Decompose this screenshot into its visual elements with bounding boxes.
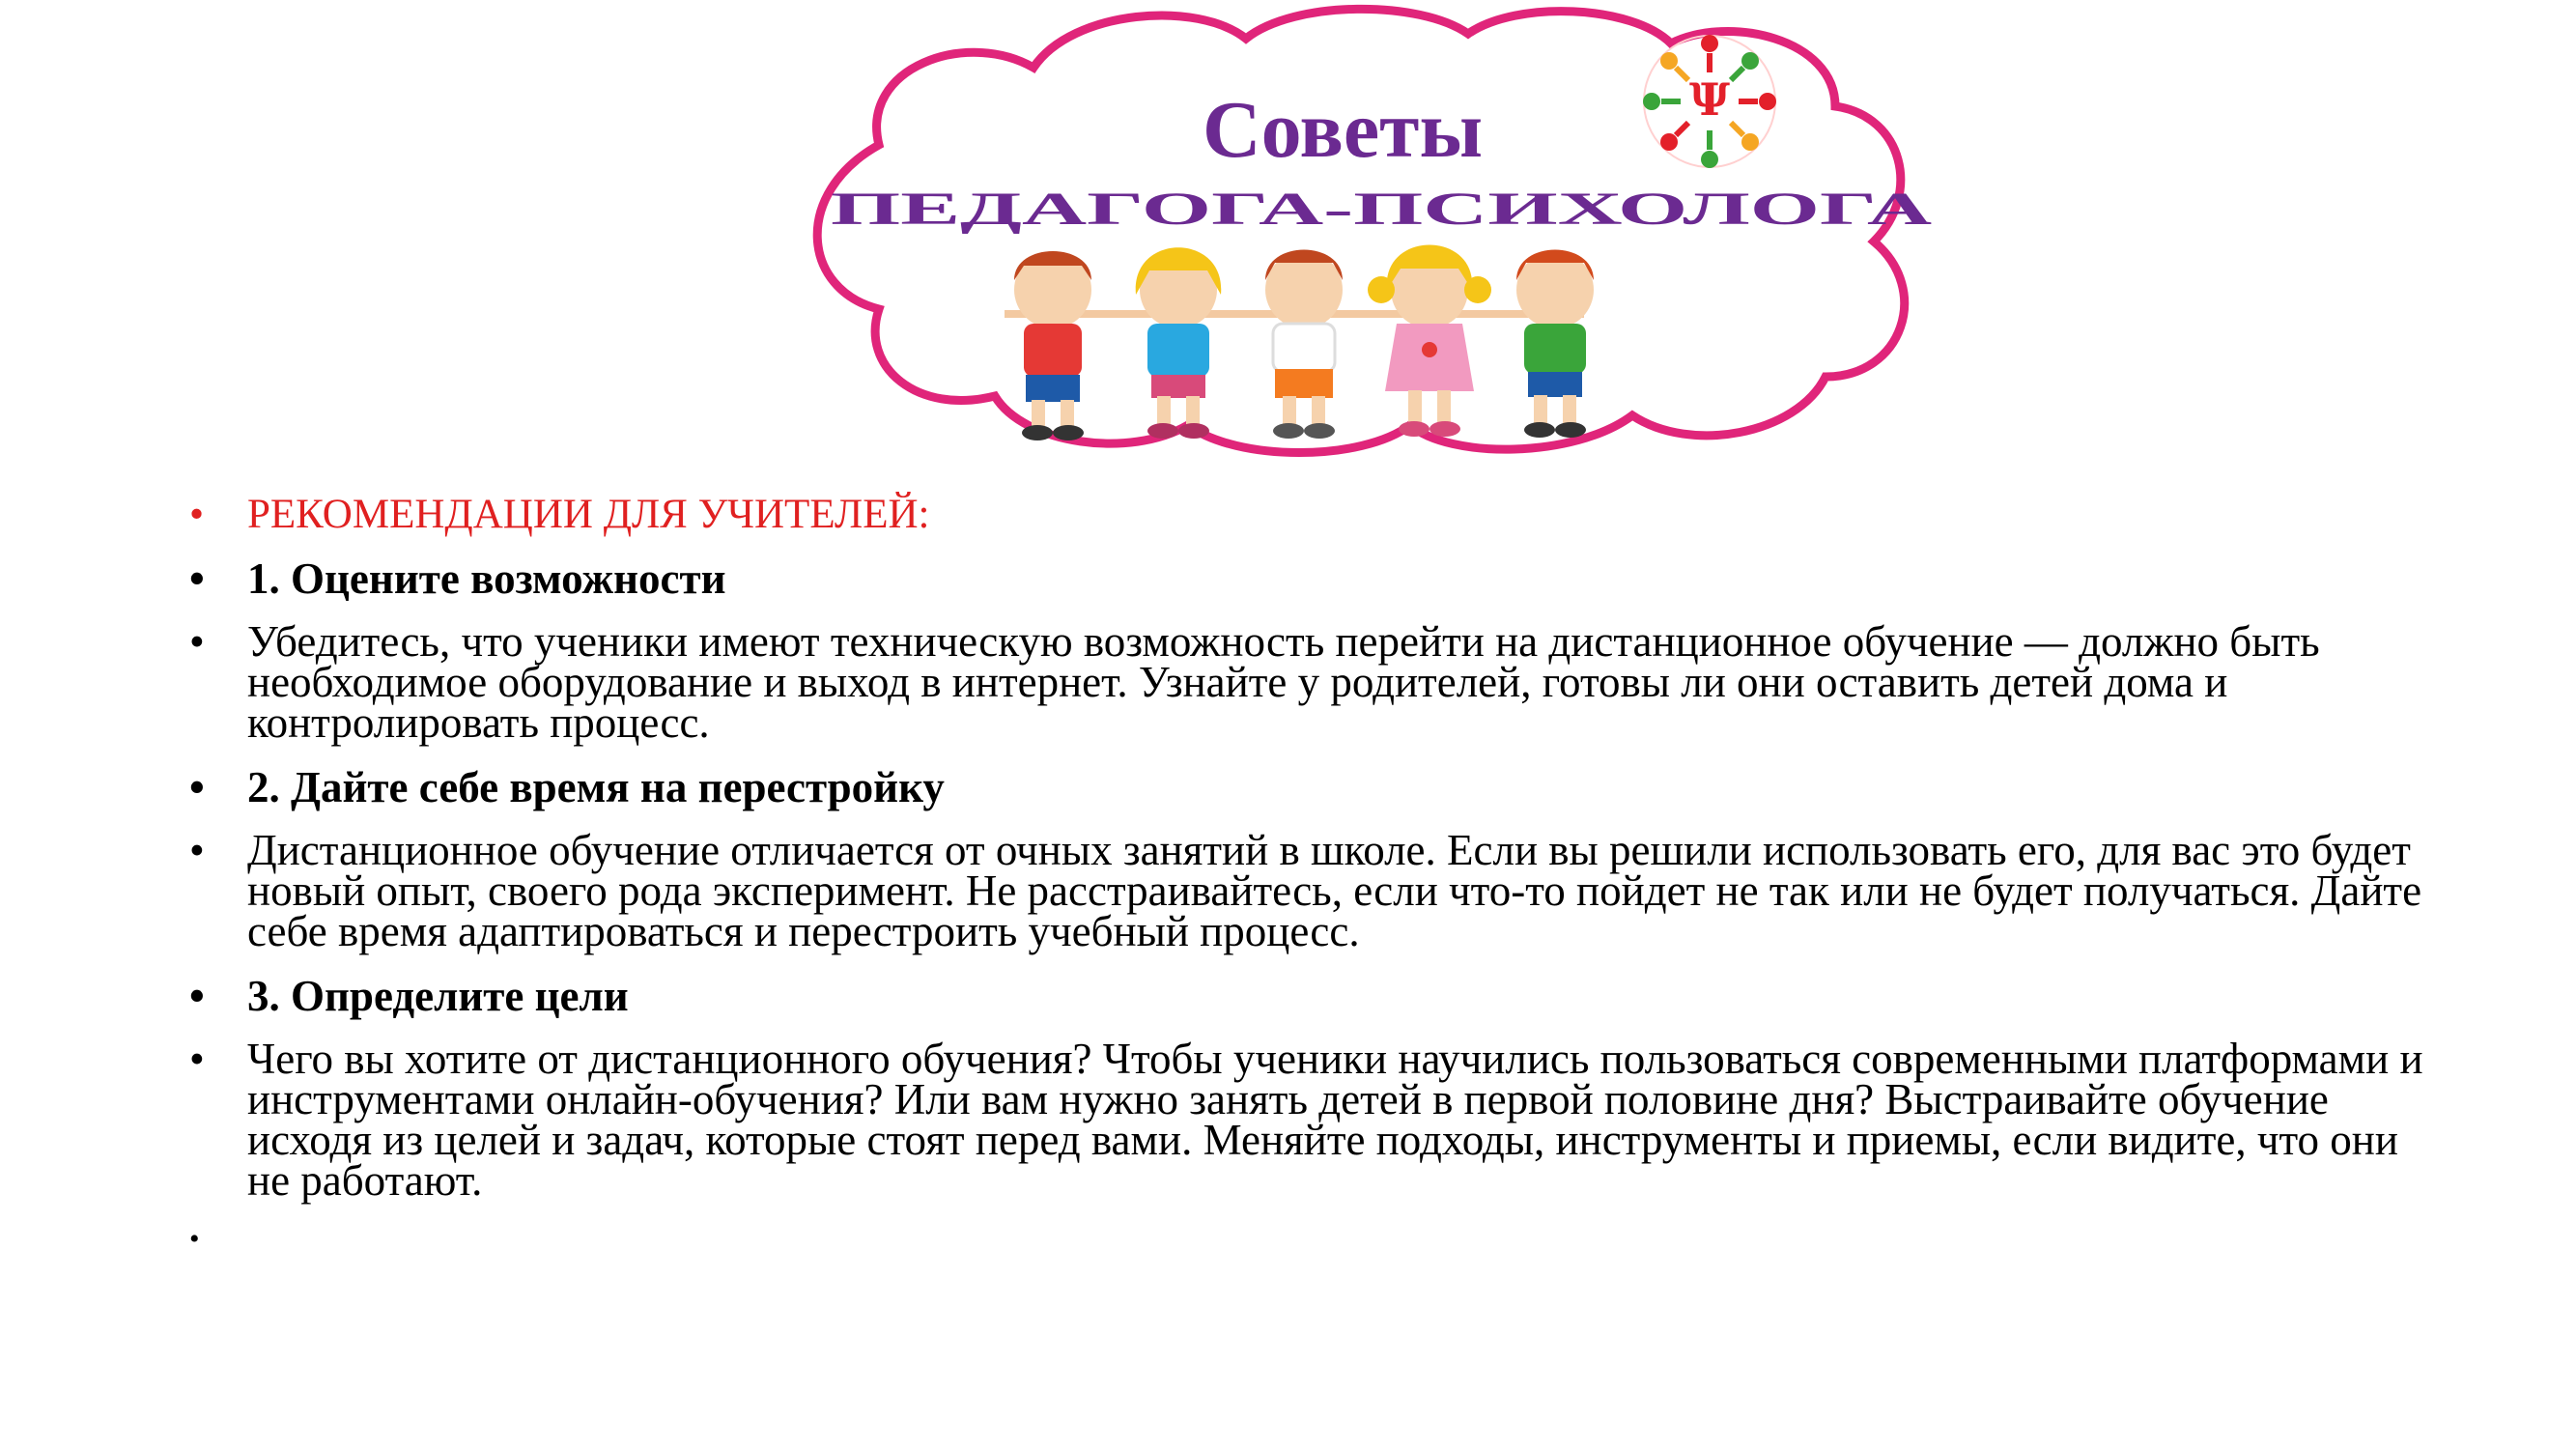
- item-text-1: • Убедитесь, что ученики имеют техническую возможность перейти на дистанционное обучение — должно быть необходимое оборудование и выход в интернет. Узнайте у родителей, готовы ли они оставить детей дома и контролировать процесс.: [189, 621, 2440, 743]
- cloud-banner-svg: [744, 0, 2019, 464]
- banner-title-line1: Советы: [1202, 85, 1484, 175]
- psi-symbol: Ψ: [1688, 73, 1731, 126]
- item-heading-3: • 3. Определите цели: [189, 971, 2440, 1021]
- psychology-logo-icon: [1643, 35, 1776, 168]
- banner-illustration: [744, 0, 2019, 464]
- item-text-3: • Чего вы хотите от дистанционного обучения? Чтобы ученики научились пользоваться современными платформами и инструментами онлайн-обучения? Или вам нужно занять детей в первой половине дня? Выстраивайте обучение исходя из целей и задач, которые стоят перед вами. Меняйте подходы, инструменты и приемы, если видите, что они не работают.: [189, 1038, 2440, 1201]
- item-heading-1: • 1. Оцените возможности: [189, 554, 2440, 604]
- banner-title-line2: ПЕДАГОГА-ПСИХОЛОГА: [831, 184, 1933, 235]
- item-text-2: • Дистанционное обучение отличается от очных занятий в школе. Если вы решили использовать его, для вас это будет новый опыт, своего рода эксперимент. Не расстраивайтесь, если что-то пойдет не так или не будет получаться. Дайте себе время адаптироваться и перестроить учебный процесс.: [189, 830, 2440, 952]
- recommendations-list: [189, 491, 2440, 1259]
- item-heading-2: • 2. Дайте себе время на перестройку: [189, 762, 2440, 812]
- empty-bullet: [189, 1220, 2440, 1259]
- recommendations-title: • РЕКОМЕНДАЦИИ ДЛЯ УЧИТЕЛЕЙ:: [189, 491, 2440, 539]
